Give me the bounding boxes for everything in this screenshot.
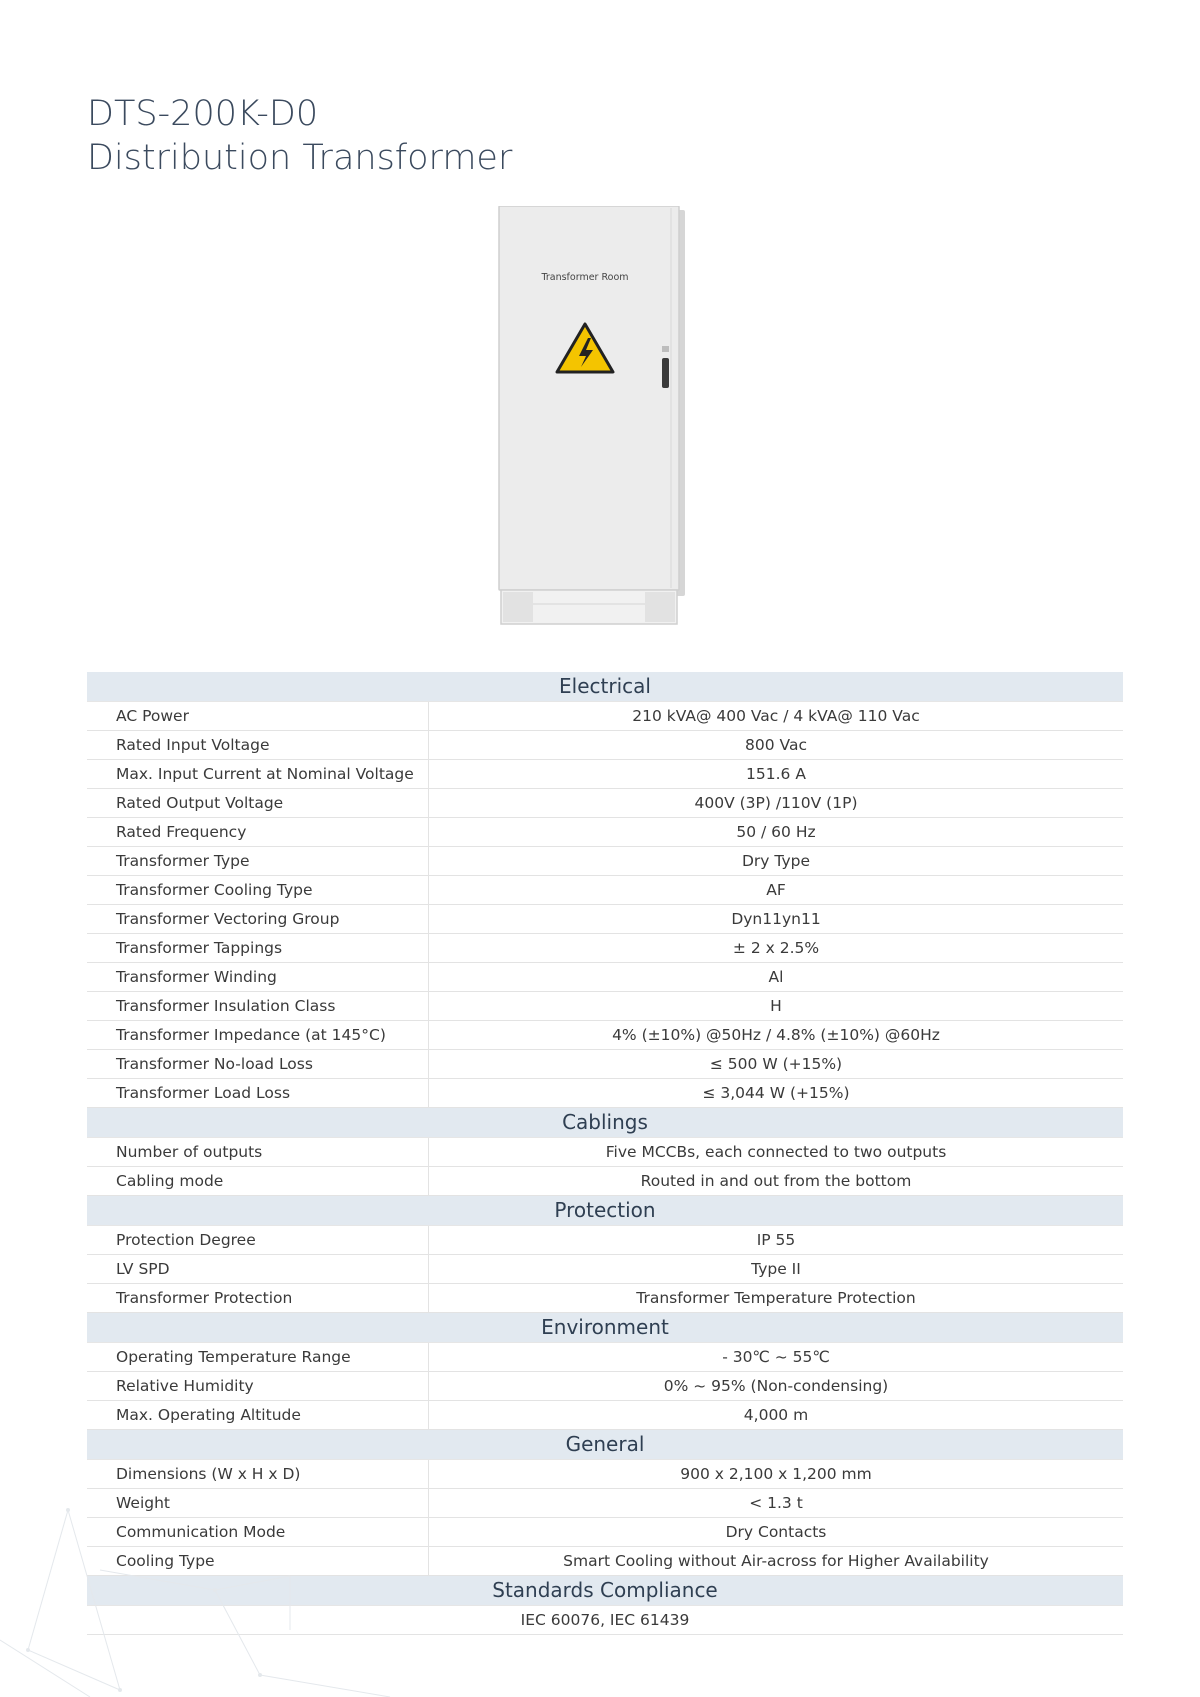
spec-value: 50 / 60 Hz [736,823,816,841]
spec-value: 400V (3P) /110V (1P) [694,794,858,812]
table-row [87,1079,1123,1108]
spec-label: Rated Frequency [87,818,429,846]
table-row [87,1284,1123,1313]
spec-value: - 30℃ ~ 55℃ [722,1348,830,1366]
spec-label: Rated Output Voltage [87,789,429,817]
spec-label: LV SPD [87,1255,429,1283]
table-row [87,963,1123,992]
spec-value: IP 55 [756,1231,796,1249]
spec-label: Relative Humidity [87,1372,429,1400]
spec-value: Smart Cooling without Air-across for Higher Availability [563,1552,989,1570]
product-name: Distribution Transformer [87,138,513,178]
spec-value: Type II [751,1260,801,1278]
spec-label: Protection Degree [87,1226,429,1254]
spec-label: Number of outputs [87,1138,429,1166]
table-row [87,1255,1123,1284]
spec-value: 4,000 m [743,1406,809,1424]
spec-label: Operating Temperature Range [87,1343,429,1371]
spec-value: H [770,997,782,1015]
model-number: DTS-200K-D0 [87,94,319,134]
table-row [87,789,1123,818]
spec-label: Transformer Winding [87,963,429,991]
spec-label: Transformer Cooling Type [87,876,429,904]
spec-label: Transformer Type [87,847,429,875]
decorative-network-lines [0,1490,420,1697]
section-heading-general: General [87,1430,1123,1460]
spec-label: Transformer Impedance (at 145°C) [87,1021,429,1049]
table-row [87,1372,1123,1401]
spec-value: Dry Type [741,852,810,870]
spec-value: Al [768,968,784,986]
spec-label: Transformer No-load Loss [87,1050,429,1078]
table-row [87,1167,1123,1196]
spec-value: 4% (±10%) @50Hz / 4.8% (±10%) @60Hz [612,1026,940,1044]
table-row [87,847,1123,876]
table-row [87,1138,1123,1167]
table-row [87,1050,1123,1079]
spec-value: AF [766,881,786,899]
spec-value: ± 2 x 2.5% [732,939,820,957]
spec-label: Dimensions (W x H x D) [87,1460,429,1488]
spec-label: Max. Input Current at Nominal Voltage [87,760,429,788]
spec-value: Routed in and out from the bottom [640,1172,912,1190]
table-row [87,731,1123,760]
table-row [87,818,1123,847]
spec-value: IEC 60076, IEC 61439 [520,1611,690,1629]
table-row [87,1401,1123,1430]
section-heading-protection: Protection [87,1196,1123,1226]
spec-value: Five MCCBs, each connected to two outputs [605,1143,947,1161]
table-row [87,702,1123,731]
cabinet-label: Transformer Room [541,272,629,283]
spec-value: 210 kVA@ 400 Vac / 4 kVA@ 110 Vac [632,707,920,725]
section-heading-environment: Environment [87,1313,1123,1343]
table-row [87,1226,1123,1255]
spec-label: Weight [87,1489,429,1517]
door-handle [662,358,669,388]
table-row [87,1343,1123,1372]
table-row [87,934,1123,963]
spec-label: Cooling Type [87,1547,429,1575]
section-heading-electrical: Electrical [87,672,1123,702]
spec-label: Max. Operating Altitude [87,1401,429,1429]
spec-value: Dyn11yn11 [731,910,821,928]
spec-label: Transformer Tappings [87,934,429,962]
table-row [87,760,1123,789]
spec-value: 900 x 2,100 x 1,200 mm [680,1465,872,1483]
table-row [87,1021,1123,1050]
table-row [87,905,1123,934]
section-heading-standards: Standards Compliance [87,1576,1123,1606]
spec-label: Rated Input Voltage [87,731,429,759]
spec-label: Communication Mode [87,1518,429,1546]
spec-value: Dry Contacts [725,1523,827,1541]
spec-label: Transformer Load Loss [87,1079,429,1107]
spec-value: 151.6 A [746,765,806,783]
spec-label: Transformer Insulation Class [87,992,429,1020]
page-title [87,92,512,180]
spec-label: Transformer Vectoring Group [87,905,429,933]
cabinet-image [497,206,687,628]
spec-label: AC Power [87,702,429,730]
spec-value: 800 Vac [745,736,807,754]
table-row [87,1460,1123,1489]
spec-value: < 1.3 t [749,1494,803,1512]
spec-label: Transformer Protection [87,1284,429,1312]
spec-value: ≤ 3,044 W (+15%) [702,1084,850,1102]
spec-value: Transformer Temperature Protection [636,1289,916,1307]
spec-label: Cabling mode [87,1167,429,1195]
table-row [87,876,1123,905]
spec-value: 0% ~ 95% (Non-condensing) [663,1377,889,1395]
section-heading-cablings: Cablings [87,1108,1123,1138]
spec-value: ≤ 500 W (+15%) [709,1055,843,1073]
table-row [87,992,1123,1021]
